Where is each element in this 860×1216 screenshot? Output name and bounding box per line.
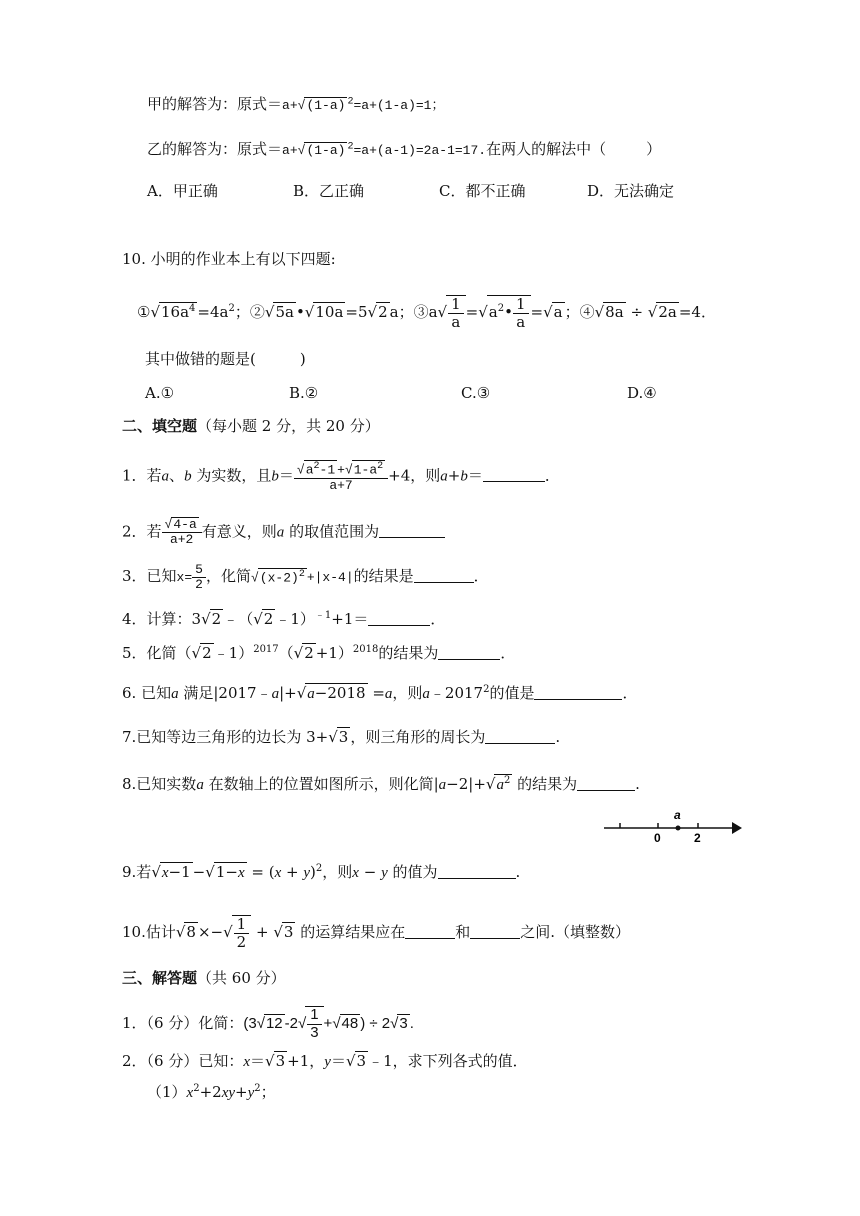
answer-blank[interactable] [485, 743, 555, 744]
answer-blank-1[interactable] [405, 938, 455, 939]
fill-q4: 4．计算：3√2 ﹣（√2 ﹣1）$^{﹣1}$+1＝ ． [122, 610, 446, 628]
section3-header: 三、解答题（共 60 分） [122, 969, 286, 987]
q10-error-question: 其中做错的题是( ) [145, 350, 306, 368]
q10-options [145, 384, 657, 402]
fill-q1: 1．若a、b 为实数，且b＝ $\frac{√a^2-1 +√1-a^2}{a+7}$ +4，则a+b＝ ． [122, 461, 560, 493]
answer-blank[interactable] [379, 537, 445, 538]
option-c[interactable]: C.③ [461, 384, 491, 402]
option-d[interactable]: D．无法确定 [587, 182, 675, 200]
fill-q7: 7.已知等边三角形的边长为 3+√3 ，则三角形的周长为 . [122, 728, 561, 746]
answer-blank-2[interactable] [470, 938, 520, 939]
jia-solution: 甲的解答为：原式＝a+√(1-a) $^2$=a+(1-a)=1； [147, 95, 445, 113]
svg-text:a: a [674, 808, 681, 822]
option-d[interactable]: D.④ [627, 384, 657, 402]
option-a[interactable]: A.① [145, 384, 175, 402]
fill-q3: 3．已知x= $\frac{5}{2}$ ，化简$√(x-2)^2 +|x-4|$的结果是 ． [122, 562, 489, 593]
answer-q2: 2．（6 分）已知：x＝√3 +1，y＝√3 ﹣1，求下列各式的值． [122, 1052, 528, 1070]
answer-blank[interactable] [577, 790, 635, 791]
svg-text:0: 0 [654, 831, 661, 845]
answer-blank[interactable] [534, 699, 622, 700]
fill-q8: 8.已知实数a 在数轴上的位置如图所示，则化简$|a-2|+√a^2$ 的结果为 . [122, 775, 640, 793]
answer-blank[interactable] [368, 625, 430, 626]
answer-blank[interactable] [483, 481, 545, 482]
fill-q2: 2．若 $\frac{√4-a}{a+2}$ 有意义，则a 的取值范围为 [122, 517, 445, 548]
answer-q2-sub1: $(1)x^2+2xy+y^2$； [147, 1083, 276, 1101]
q10-items: $①√16a^4 =4a^2$；②√5a •√10a =5√2 a；③a√ $\frac{1}{a}$ $=√a^2•$ $\frac{1}{a}$ =√a ；④√8a ÷ √2a =4． [137, 295, 716, 331]
fill-q9: 9.若$√x-1 -√1-x = (x + y)^2$，则x − y 的值为 . [122, 863, 521, 881]
answer-blank[interactable] [438, 878, 516, 879]
answer-blank[interactable] [414, 582, 474, 583]
fill-q5: 5．化简（√2 ﹣1）$^{2017}$（√2 +1）$^{2018}$的结果为 ． [122, 644, 516, 662]
option-b[interactable]: B.② [289, 384, 319, 402]
point-a [676, 826, 681, 831]
section2-header: 二、填空题（每小题 2 分，共 20 分） [122, 417, 380, 435]
fill-q10: 10.估计√8 ×−√ $\frac{1}{2}$ + √3 的运算结果应在 和 之间.（填整数） [122, 915, 631, 951]
fill-q6: 6. 已知a 满足|2017﹣a|+√a−2018 =a，则a﹣2017$^2$的值是 ． [122, 684, 638, 702]
answer-q1: 1．（6 分）化简：(3√12 -2√ $\frac{1}{3}$ +√48 ) ÷ 2√3 . [122, 1006, 414, 1041]
yi-solution: 乙的解答为：原式＝a+√(1-a) $^2$=a+(a-1)=2a-1=17.在两人的解法中（ ） [147, 140, 662, 158]
answer-blank[interactable] [438, 659, 500, 660]
number-line [600, 808, 745, 848]
option-a[interactable]: A．甲正确 [147, 182, 218, 200]
option-b[interactable]: B．乙正确 [293, 182, 365, 200]
option-c[interactable]: C．都不正确 [439, 182, 526, 200]
q9-options [147, 182, 674, 200]
q10-stem: 10. 小明的作业本上有以下四题: [122, 250, 336, 268]
svg-text:2: 2 [694, 831, 701, 845]
